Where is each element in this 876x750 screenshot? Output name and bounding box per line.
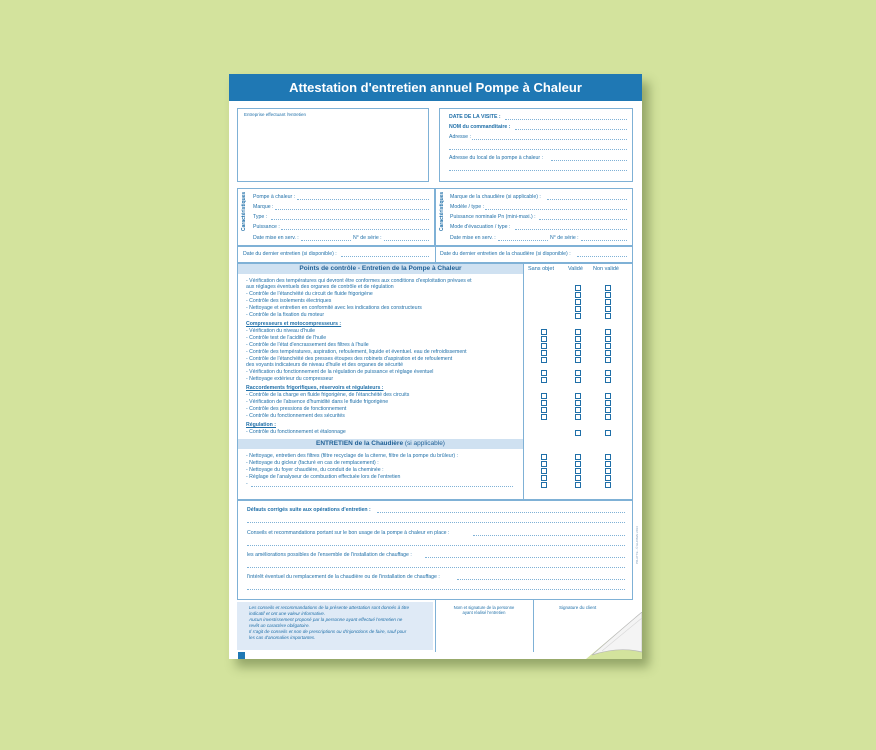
checkbox-sans-objet[interactable] (541, 400, 547, 406)
check-item: - (246, 481, 248, 487)
company-box-label: Entreprise effectuant l'entretien (244, 112, 307, 117)
section2-title-text: ENTRETIEN de la Chaudière (316, 440, 404, 447)
check-item: - Nettoyage et entretien en conformité avec les indications des constructeurs (246, 305, 422, 311)
checkbox-non-valide[interactable] (605, 377, 611, 383)
checkbox-valide[interactable] (575, 292, 581, 298)
address-label: Adresse : (449, 134, 471, 140)
checkbox-sans-objet[interactable] (541, 329, 547, 335)
checkbox-sans-objet[interactable] (541, 336, 547, 342)
check-item: - Vérification des températures qui devront être conformes aux conditions d'exploitation prévues et (246, 278, 472, 284)
checkbox-sans-objet[interactable] (541, 393, 547, 399)
remark-improvements: les améliorations possibles de l'ensemble de l'installation de chauffage : (247, 552, 412, 558)
legal-note-line: revêt un caractère obligatoire. (249, 623, 310, 628)
remark-advice: Conseils et recommandations portant sur le bon usage de la pompe à chaleur en place : (247, 530, 450, 536)
check-item: - Nettoyage, entretien des filtres (filtre recyclage de la citerne, filtre de la pompe du brûleur) : (246, 453, 458, 459)
check-item: - Contrôle de la charge en fluide frigorigène, de l'étanchéité des circuits (246, 392, 410, 398)
check-item: - Nettoyage du foyer chaudière, du conduit de la cheminée : (246, 467, 384, 473)
checkbox-valide[interactable] (575, 400, 581, 406)
page-curl-icon (586, 612, 642, 659)
check-item: - Vérification du niveau d'huile (246, 328, 316, 334)
col-sans-objet: Sans objet (528, 266, 554, 272)
remark-replacement: l'intérêt éventuel du remplacement de la chaudière ou de l'installation de chauffage : (247, 574, 440, 580)
checkbox-valide[interactable] (575, 475, 581, 481)
checkbox-sans-objet[interactable] (541, 482, 547, 488)
checkbox-valide[interactable] (575, 377, 581, 383)
checkbox-non-valide[interactable] (605, 343, 611, 349)
checkbox-non-valide[interactable] (605, 336, 611, 342)
checkbox-valide[interactable] (575, 306, 581, 312)
checkbox-non-valide[interactable] (605, 461, 611, 467)
boiler-brand-field: Marque de la chaudière (si applicable) : (450, 194, 541, 200)
legal-note-line: Aucun investissement proposé par la personne ayant effectué l'entretien ne (249, 617, 403, 622)
check-item: - Contrôle des températures, aspiration, refoulement, liquide et éventuel. eau de refroidissement (246, 349, 467, 355)
checkbox-sans-objet[interactable] (541, 357, 547, 363)
checkbox-non-valide[interactable] (605, 454, 611, 460)
checkbox-valide[interactable] (575, 430, 581, 436)
boiler-power-field: Puissance nominale Pn (mini-maxi.) : (450, 214, 536, 220)
heatpump-date-label: Date mise en serv. : (253, 235, 299, 241)
brand-field: Marque : (253, 204, 274, 210)
checkbox-valide[interactable] (575, 468, 581, 474)
check-item: - Contrôle de l'état d'encrassement des filtres à l'huile (246, 342, 369, 348)
side-reference: PR-ATTE - © ELCIMAI 2014 (635, 526, 639, 564)
boiler-exhaust-field: Mode d'évacuation / type : (450, 224, 511, 230)
checkbox-valide[interactable] (575, 350, 581, 356)
company-box (237, 108, 429, 182)
caracteristiques-label: Caractéristiques (241, 191, 247, 231)
connections-heading: Raccordements frigorifiques, réservoirs et régulateurs : (246, 385, 384, 391)
check-item: - Contrôle du fonctionnement des sécurités (246, 413, 345, 419)
remarks-box (237, 500, 633, 600)
site-address-label: Adresse du local de la pompe à chaleur : (449, 155, 544, 161)
legal-note-line: Les conseils et recommandations de la présente attestation sont donnés à titre (249, 605, 410, 610)
checkbox-valide[interactable] (575, 393, 581, 399)
type-field: Type : (253, 214, 268, 220)
check-item: - Contrôle de l'étanchéité des presses étoupes des robinets d'aspiration et de refoulement (246, 356, 453, 362)
corner-marker (238, 652, 245, 659)
checkbox-sans-objet[interactable] (541, 350, 547, 356)
checkbox-sans-objet[interactable] (541, 475, 547, 481)
checkbox-non-valide[interactable] (605, 357, 611, 363)
checkbox-non-valide[interactable] (605, 400, 611, 406)
check-item: - Contrôle de l'étanchéité du circuit de fluide frigorigène (246, 291, 373, 297)
checkbox-valide[interactable] (575, 482, 581, 488)
boiler-serial-label: N° de série : (550, 235, 579, 241)
document-title: Attestation d'entretien annuel Pompe à Chaleur (229, 74, 642, 101)
checkbox-valide[interactable] (575, 313, 581, 319)
legal-note-line: indicatif et ont une valeur informative. (249, 611, 326, 616)
checkbox-non-valide[interactable] (605, 430, 611, 436)
check-item: - Réglage de l'analyseur de combustion effectuée lors de l'entretien (246, 474, 401, 480)
checkbox-valide[interactable] (575, 461, 581, 467)
legal-note-line: les cas d'anomalies importantes. (249, 635, 316, 640)
checkbox-non-valide[interactable] (605, 285, 611, 291)
checkbox-valide[interactable] (575, 357, 581, 363)
caracteristiques-label-2: Caractéristiques (439, 191, 445, 231)
heatpump-serial-label: N° de série : (353, 235, 382, 241)
checkbox-valide[interactable] (575, 343, 581, 349)
checkbox-sans-objet[interactable] (541, 414, 547, 420)
last-maintenance-pac: Date du dernier entretien (si disponible) : (243, 251, 337, 257)
heatpump-field: Pompe à chaleur : (253, 194, 296, 200)
checkbox-valide[interactable] (575, 329, 581, 335)
boiler-model-field: Modèle / type : (450, 204, 485, 210)
check-item: - Contrôle des pressions de fonctionnement (246, 406, 347, 412)
checkbox-non-valide[interactable] (605, 350, 611, 356)
section1-title: Points de contrôle - Entretien de la Pompe à Chaleur (238, 264, 523, 274)
checkbox-valide[interactable] (575, 285, 581, 291)
checkbox-valide[interactable] (575, 370, 581, 376)
check-item: - Contrôle test de l'acidité de l'huile (246, 335, 327, 341)
checkbox-sans-objet[interactable] (541, 468, 547, 474)
checkbox-valide[interactable] (575, 336, 581, 342)
check-item: - Vérification de l'absence d'humidité dans le fluide frigorigène (246, 399, 389, 405)
checkbox-non-valide[interactable] (605, 313, 611, 319)
remark-defects: Défauts corrigés suite aux opérations d'entretien : (247, 507, 371, 513)
check-item: - Nettoyage du gicleur (facturé en cas de remplacement) : (246, 460, 379, 466)
checkbox-valide[interactable] (575, 414, 581, 420)
checkbox-non-valide[interactable] (605, 468, 611, 474)
checkbox-non-valide[interactable] (605, 292, 611, 298)
compressors-heading: Compresseurs et motocompresseurs : (246, 321, 342, 327)
check-item: - Vérification du fonctionnement de la régulation de puissance et réglage éventuel (246, 369, 434, 375)
checkbox-non-valide[interactable] (605, 370, 611, 376)
boiler-date-label: Date mise en serv. : (450, 235, 496, 241)
checkbox-non-valide[interactable] (605, 407, 611, 413)
checkbox-valide[interactable] (575, 407, 581, 413)
last-maintenance-boiler: Date du dernier entretien de la chaudière (si disponible) : (440, 251, 571, 257)
check-item: - Nettoyage extérieur du compresseur (246, 376, 334, 382)
checkbox-sans-objet[interactable] (541, 461, 547, 467)
check-item: des voyants indicateurs de niveau d'huile et des organes de sécurité (246, 362, 404, 368)
owner-label: NOM du commanditaire : (449, 124, 511, 130)
checkbox-non-valide[interactable] (605, 475, 611, 481)
checkbox-non-valide[interactable] (605, 299, 611, 305)
checkbox-valide[interactable] (575, 299, 581, 305)
checkbox-non-valide[interactable] (605, 306, 611, 312)
checkbox-sans-objet[interactable] (541, 370, 547, 376)
check-item: - Contrôle du fonctionnement et étalonnage (246, 429, 346, 435)
visit-date-label: DATE DE LA VISITE : (449, 114, 501, 120)
checkbox-sans-objet[interactable] (541, 377, 547, 383)
client-signature-label: Signature du client (559, 605, 597, 610)
col-non-valide: Non validé (593, 266, 619, 272)
checkbox-non-valide[interactable] (605, 414, 611, 420)
attestation-sheet (229, 74, 642, 659)
check-item: - Contrôle des isolements électriques (246, 298, 332, 304)
checkbox-non-valide[interactable] (605, 393, 611, 399)
power-field: Puissance : (253, 224, 280, 230)
checkbox-sans-objet[interactable] (541, 407, 547, 413)
checkbox-non-valide[interactable] (605, 482, 611, 488)
legal-note-line: Il s'agit de conseils et non de prescriptions ou d'injonctions de faire, sauf pour (249, 629, 407, 634)
checkbox-valide[interactable] (575, 454, 581, 460)
col-valide: Validé (568, 266, 583, 272)
regulation-heading: Régulation : (246, 422, 276, 428)
technician-signature-label: Nom et signature de la personne (453, 605, 515, 610)
section2-suffix: (si applicable) (404, 440, 445, 447)
section2-title (238, 439, 523, 449)
check-item: - Contrôle de la fixation du moteur (246, 312, 325, 318)
check-item: aux réglages éventuels des organes de contrôle et de régulation (246, 284, 394, 290)
checkbox-sans-objet[interactable] (541, 343, 547, 349)
checkbox-sans-objet[interactable] (541, 454, 547, 460)
technician-signature-label-2: ayant réalisé l'entretien (462, 610, 506, 615)
checkbox-non-valide[interactable] (605, 329, 611, 335)
